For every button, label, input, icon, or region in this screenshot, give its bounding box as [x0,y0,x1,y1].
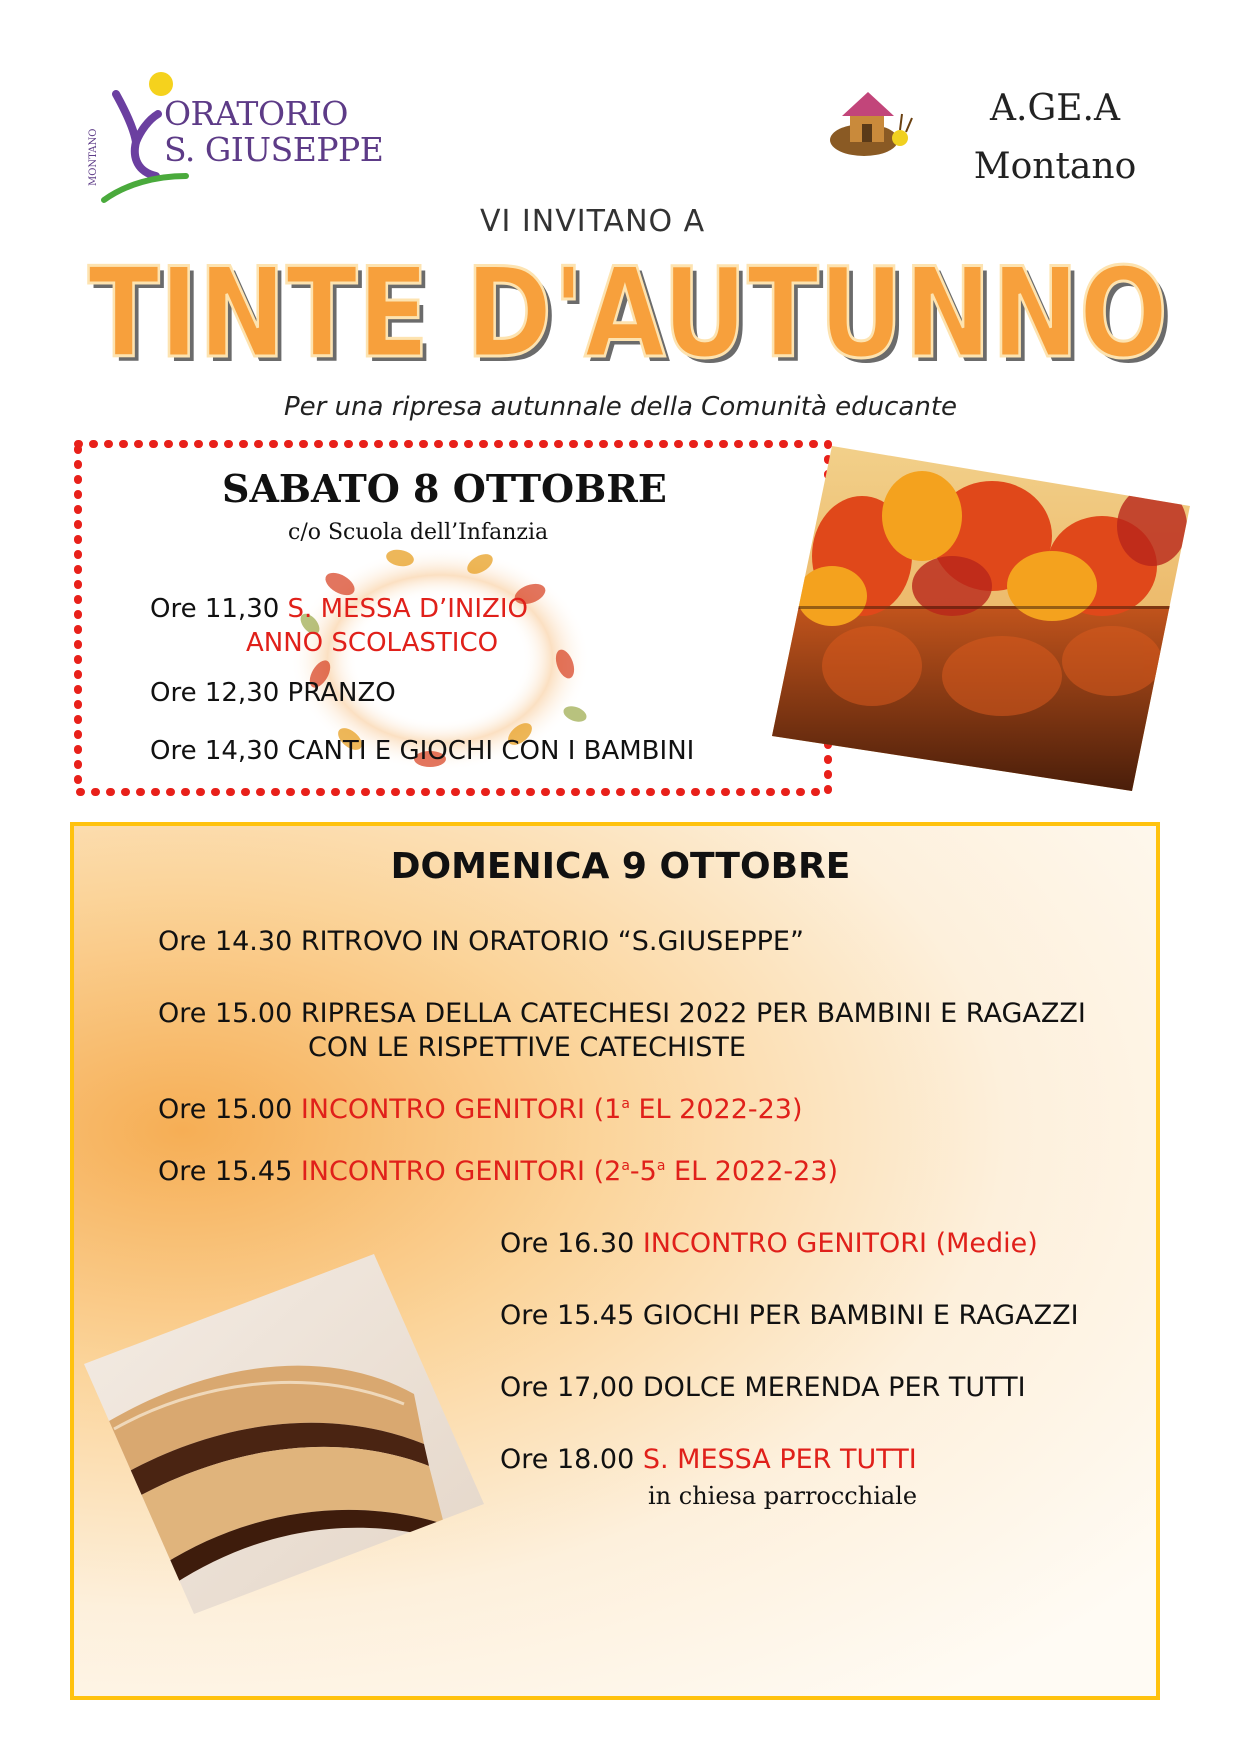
main-title [60,240,1200,391]
item-time: Ore 12,30 [150,678,280,708]
sunday-item [500,1444,917,1475]
sunday-item [158,998,1086,1029]
item-text: S. MESSA PER TUTTI [642,1444,917,1475]
item-text: INCONTRO GENITORI (2$^a$-5$^a$ EL 2022-23) [300,1156,839,1187]
item-text: CANTI E GIOCHI CON I BAMBINI [287,736,695,766]
item-text: PRANZO [287,678,396,708]
item-time: Ore 16.30 [500,1228,635,1259]
agea-logo-text [950,80,1160,196]
saturday-item [150,594,528,624]
subtitle: Per una ripresa autunnale della Comunità educante [283,392,958,422]
sunday-item-continued: in chiesa parrocchiale [648,1482,918,1510]
title-shadow-text: TINTE D'AUTUNNO [93,247,1173,391]
item-time: Ore 14,30 [150,736,280,766]
item-text: RIPRESA DELLA CATECHESI 2022 PER BAMBINI E RAGAZZI [300,998,1086,1029]
item-text: RITROVO IN ORATORIO “S.GIUSEPPE” [300,926,804,957]
item-time: Ore 11,30 [150,594,280,624]
sunday-item [500,1300,1079,1331]
sunday-item [500,1372,1026,1403]
item-text: INCONTRO GENITORI (Medie) [642,1228,1038,1259]
sunday-item [500,1228,1038,1259]
autumn-forest-photo [772,446,1190,791]
agea-name: A.GE.A [990,88,1120,129]
item-time: Ore 15.00 [158,998,293,1029]
sunday-item [158,926,804,957]
logo-side-text: MONTANO [88,128,99,186]
sunday-title: DOMENICA 9 OTTOBRE [390,846,851,887]
item-time: Ore 15.45 [500,1300,635,1331]
item-text: GIOCHI PER BAMBINI E RAGAZZI [642,1300,1079,1331]
item-time: Ore 15.45 [158,1156,293,1187]
saturday-place: c/o Scuola dell’Infanzia [288,520,549,545]
invite-text: VI INVITANO A [480,204,706,239]
crepe-photo [84,1254,484,1614]
saturday-title: SABATO 8 OTTOBRE [222,466,667,511]
saturday-item-continued: ANNO SCOLASTICO [246,628,499,658]
item-text: DOLCE MERENDA PER TUTTI [642,1372,1026,1403]
snail-house-icon [824,88,920,160]
item-text: S. MESSA D’INIZIO [287,594,528,624]
item-time: Ore 18.00 [500,1444,635,1475]
logo-line-1: ORATORIO [164,94,348,133]
saturday-item [150,736,694,766]
item-time: Ore 15.00 [158,1094,293,1125]
sunday-item [158,1094,803,1125]
item-time: Ore 14.30 [158,926,293,957]
title-text: TINTE D'AUTUNNO [88,242,1168,386]
sunday-item [158,1156,838,1187]
item-text: INCONTRO GENITORI (1$^a$ EL 2022-23) [300,1094,803,1125]
agea-place: Montano [973,146,1137,187]
saturday-item [150,678,396,708]
oratorio-logo [86,72,384,202]
item-time: Ore 17,00 [500,1372,635,1403]
sunday-item-continued: CON LE RISPETTIVE CATECHISTE [308,1032,746,1063]
logo-line-2: S. GIUSEPPE [164,130,384,169]
